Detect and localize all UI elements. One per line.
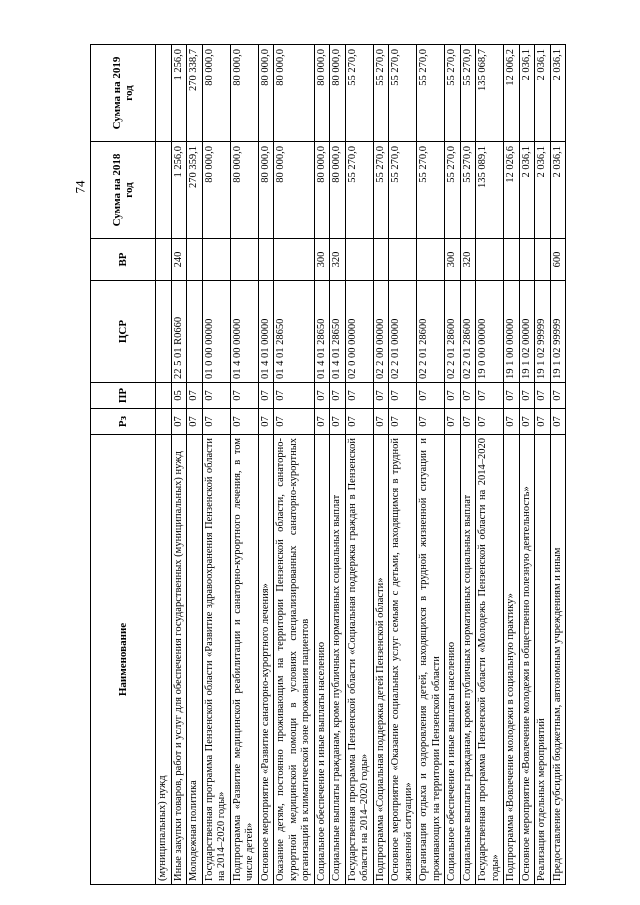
cell-name: Социальное обеспечение и иные выплаты населению xyxy=(314,435,330,885)
cell-vr xyxy=(187,239,203,281)
cell-vr xyxy=(476,239,504,281)
cell-sum-2018: 1 256,0 xyxy=(171,142,187,239)
table-row xyxy=(156,45,172,885)
cell-pr: 07 xyxy=(389,383,417,409)
cell-name: Подпрограмма «Вовлечение молодежи в социальную практику» xyxy=(504,435,520,885)
cell-sum-2019: 80 000,0 xyxy=(258,45,274,142)
table-row xyxy=(171,45,187,885)
cell-sum-2018: 80 000,0 xyxy=(274,142,315,239)
cell-sum-2018: 55 270,0 xyxy=(445,142,461,239)
budget-table xyxy=(90,44,566,885)
cell-vr xyxy=(345,239,373,281)
cell-sum-2018: 2 036,1 xyxy=(519,142,535,239)
cell-sum-2018: 135 089,1 xyxy=(476,142,504,239)
cell-sum-2018: 55 270,0 xyxy=(417,142,445,239)
cell-name: Оказание детям, постоянно проживающим на территории Пензенской области, санаторно-курортной медицинской помощи в условиях специализированных санаторно-курортных организаций в климатической зоне проживания пациентов xyxy=(274,435,315,885)
cell-rz: 07 xyxy=(373,409,389,435)
cell-sum-2018: 80 000,0 xyxy=(314,142,330,239)
cell-pr: 05 xyxy=(171,383,187,409)
cell-name: Государственная программа Пензенской области «Молодежь Пензенской области на 2014–2020 годы» xyxy=(476,435,504,885)
header-name: Наименование xyxy=(91,435,156,885)
table-row xyxy=(330,45,346,885)
cell-sum-2019: 2 036,1 xyxy=(550,45,566,142)
cell-vr: 300 xyxy=(314,239,330,281)
cell-sum-2018: 55 270,0 xyxy=(345,142,373,239)
cell-pr: 07 xyxy=(330,383,346,409)
cell-sum-2018: 80 000,0 xyxy=(258,142,274,239)
cell-name: Организация отдыха и оздоровления детей, находящихся в трудной жизненной ситуации и проживающих на территории Пензенской области xyxy=(417,435,445,885)
cell-sum-2019: 1 256,0 xyxy=(171,45,187,142)
cell-vr xyxy=(389,239,417,281)
cell-pr: 07 xyxy=(460,383,476,409)
cell-csr: 02 2 01 28600 xyxy=(417,281,445,383)
table-row xyxy=(389,45,417,885)
cell-name: Основное мероприятие «Развитие санаторно-курортного лечения» xyxy=(258,435,274,885)
header-sum-2019: Сумма на 2019 год xyxy=(91,45,156,142)
rotated-page-content xyxy=(90,45,570,885)
table-header xyxy=(91,45,156,885)
cell-sum-2018: 270 359,1 xyxy=(187,142,203,239)
cell-pr: 07 xyxy=(345,383,373,409)
cell-sum-2019: 55 270,0 xyxy=(460,45,476,142)
cell-rz: 07 xyxy=(314,409,330,435)
cell-sum-2019: 55 270,0 xyxy=(417,45,445,142)
cell-name: Реализация отдельных мероприятий xyxy=(535,435,551,885)
cell-rz: 07 xyxy=(202,409,230,435)
cell-pr: 07 xyxy=(519,383,535,409)
header-row xyxy=(91,45,156,885)
cell-name: Иные закупки товаров, работ и услуг для обеспечения государственных (муниципальных) нужд xyxy=(171,435,187,885)
header-csr: ЦСР xyxy=(91,281,156,383)
cell-csr: 19 0 00 00000 xyxy=(476,281,504,383)
cell-pr: 07 xyxy=(274,383,315,409)
table-body xyxy=(156,45,566,885)
cell-rz: 07 xyxy=(519,409,535,435)
cell-sum-2018: 80 000,0 xyxy=(202,142,230,239)
cell-sum-2019 xyxy=(156,45,172,142)
cell-sum-2019: 2 036,1 xyxy=(535,45,551,142)
cell-csr: 02 2 01 28600 xyxy=(445,281,461,383)
table-row xyxy=(202,45,230,885)
cell-csr: 01 4 01 28650 xyxy=(274,281,315,383)
cell-vr: 600 xyxy=(550,239,566,281)
cell-rz: 07 xyxy=(476,409,504,435)
table-row xyxy=(417,45,445,885)
table-row xyxy=(345,45,373,885)
cell-vr xyxy=(156,239,172,281)
cell-vr xyxy=(230,239,258,281)
cell-name: Основное мероприятие «Вовлечение молодежи в общественно полезную деятельность» xyxy=(519,435,535,885)
cell-csr: 22 5 01 R0660 xyxy=(171,281,187,383)
cell-csr: 01 0 00 00000 xyxy=(202,281,230,383)
cell-sum-2019: 80 000,0 xyxy=(330,45,346,142)
cell-vr xyxy=(417,239,445,281)
cell-pr: 07 xyxy=(445,383,461,409)
cell-name: Социальные выплаты гражданам, кроме публичных нормативных социальных выплат xyxy=(330,435,346,885)
cell-csr xyxy=(187,281,203,383)
cell-sum-2019: 55 270,0 xyxy=(445,45,461,142)
cell-pr: 07 xyxy=(535,383,551,409)
table-row xyxy=(550,45,566,885)
cell-sum-2019: 80 000,0 xyxy=(314,45,330,142)
cell-vr xyxy=(504,239,520,281)
cell-csr: 01 4 01 00000 xyxy=(258,281,274,383)
cell-sum-2018: 80 000,0 xyxy=(330,142,346,239)
cell-sum-2018 xyxy=(156,142,172,239)
cell-rz: 07 xyxy=(258,409,274,435)
cell-vr xyxy=(519,239,535,281)
cell-rz: 07 xyxy=(535,409,551,435)
cell-vr xyxy=(202,239,230,281)
cell-csr: 02 2 00 00000 xyxy=(373,281,389,383)
header-pr: ПР xyxy=(91,383,156,409)
table-row xyxy=(445,45,461,885)
cell-vr xyxy=(274,239,315,281)
table-row xyxy=(314,45,330,885)
cell-name: Социальное обеспечение и иные выплаты населению xyxy=(445,435,461,885)
cell-pr: 07 xyxy=(373,383,389,409)
cell-csr: 19 1 02 99999 xyxy=(550,281,566,383)
cell-pr: 07 xyxy=(314,383,330,409)
cell-sum-2019: 55 270,0 xyxy=(373,45,389,142)
cell-rz: 07 xyxy=(330,409,346,435)
cell-name: Основное мероприятие «Оказание социальных услуг семьям с детьми, находящимся в трудной жизненной ситуации» xyxy=(389,435,417,885)
cell-csr: 01 4 00 00000 xyxy=(230,281,258,383)
cell-sum-2019: 80 000,0 xyxy=(274,45,315,142)
cell-sum-2018: 12 026,6 xyxy=(504,142,520,239)
cell-pr: 07 xyxy=(476,383,504,409)
cell-name: Государственная программа Пензенской области «Развитие здравоохранения Пензенской области на 2014–2020 годы» xyxy=(202,435,230,885)
table-row xyxy=(187,45,203,885)
cell-sum-2019: 55 270,0 xyxy=(345,45,373,142)
cell-vr: 300 xyxy=(445,239,461,281)
cell-sum-2019: 80 000,0 xyxy=(230,45,258,142)
cell-rz: 07 xyxy=(550,409,566,435)
cell-csr: 19 1 00 00000 xyxy=(504,281,520,383)
cell-name: (муниципальных) нужд xyxy=(156,435,172,885)
cell-rz xyxy=(156,409,172,435)
cell-vr: 240 xyxy=(171,239,187,281)
page-number xyxy=(70,172,90,202)
table-row xyxy=(230,45,258,885)
table-row xyxy=(460,45,476,885)
cell-rz: 07 xyxy=(230,409,258,435)
cell-sum-2018: 55 270,0 xyxy=(389,142,417,239)
cell-pr: 07 xyxy=(417,383,445,409)
cell-pr: 07 xyxy=(202,383,230,409)
header-vr: ВР xyxy=(91,239,156,281)
cell-vr: 320 xyxy=(330,239,346,281)
cell-rz: 07 xyxy=(187,409,203,435)
cell-name: Молодежная политика xyxy=(187,435,203,885)
table-row xyxy=(258,45,274,885)
cell-csr xyxy=(156,281,172,383)
header-sum-2018: Сумма на 2018 год xyxy=(91,142,156,239)
cell-sum-2018: 80 000,0 xyxy=(230,142,258,239)
header-rz: Рз xyxy=(91,409,156,435)
cell-csr: 02 0 00 00000 xyxy=(345,281,373,383)
cell-pr: 07 xyxy=(504,383,520,409)
table-row xyxy=(519,45,535,885)
cell-sum-2019: 2 036,1 xyxy=(519,45,535,142)
cell-csr: 19 1 02 00000 xyxy=(519,281,535,383)
cell-sum-2018: 55 270,0 xyxy=(373,142,389,239)
page-number-text: 74 xyxy=(72,180,87,194)
cell-rz: 07 xyxy=(389,409,417,435)
cell-sum-2018: 2 036,1 xyxy=(535,142,551,239)
table-row xyxy=(476,45,504,885)
table-row xyxy=(373,45,389,885)
table-row xyxy=(504,45,520,885)
cell-name: Социальные выплаты гражданам, кроме публичных нормативных социальных выплат xyxy=(460,435,476,885)
cell-csr: 02 2 01 00000 xyxy=(389,281,417,383)
table-row xyxy=(535,45,551,885)
cell-rz: 07 xyxy=(460,409,476,435)
cell-rz: 07 xyxy=(274,409,315,435)
cell-name: Подпрограмма «Развитие медицинской реабилитации и санаторно-курортного лечения, в том числе детей» xyxy=(230,435,258,885)
cell-vr: 320 xyxy=(460,239,476,281)
cell-csr: 01 4 01 28650 xyxy=(314,281,330,383)
cell-rz: 07 xyxy=(504,409,520,435)
cell-pr xyxy=(156,383,172,409)
cell-rz: 07 xyxy=(445,409,461,435)
cell-name: Государственная программа Пензенской области «Социальная поддержка граждан в Пензенской области на 2014–2020 годы» xyxy=(345,435,373,885)
table-row xyxy=(274,45,315,885)
cell-pr: 07 xyxy=(230,383,258,409)
cell-rz: 07 xyxy=(345,409,373,435)
cell-sum-2019: 270 338,7 xyxy=(187,45,203,142)
cell-vr xyxy=(258,239,274,281)
cell-name: Предоставление субсидий бюджетным, автономным учреждениям и иным xyxy=(550,435,566,885)
cell-rz: 07 xyxy=(171,409,187,435)
cell-rz: 07 xyxy=(417,409,445,435)
cell-csr: 01 4 01 28650 xyxy=(330,281,346,383)
cell-vr xyxy=(373,239,389,281)
cell-sum-2019: 135 068,7 xyxy=(476,45,504,142)
cell-pr: 07 xyxy=(550,383,566,409)
cell-csr: 19 1 02 99999 xyxy=(535,281,551,383)
cell-sum-2019: 55 270,0 xyxy=(389,45,417,142)
cell-name: Подпрограмма «Социальная поддержка детей Пензенской области» xyxy=(373,435,389,885)
cell-sum-2018: 2 036,1 xyxy=(550,142,566,239)
cell-csr: 02 2 01 28600 xyxy=(460,281,476,383)
cell-vr xyxy=(535,239,551,281)
cell-sum-2019: 80 000,0 xyxy=(202,45,230,142)
cell-sum-2018: 55 270,0 xyxy=(460,142,476,239)
cell-pr: 07 xyxy=(258,383,274,409)
cell-sum-2019: 12 006,2 xyxy=(504,45,520,142)
cell-pr: 07 xyxy=(187,383,203,409)
